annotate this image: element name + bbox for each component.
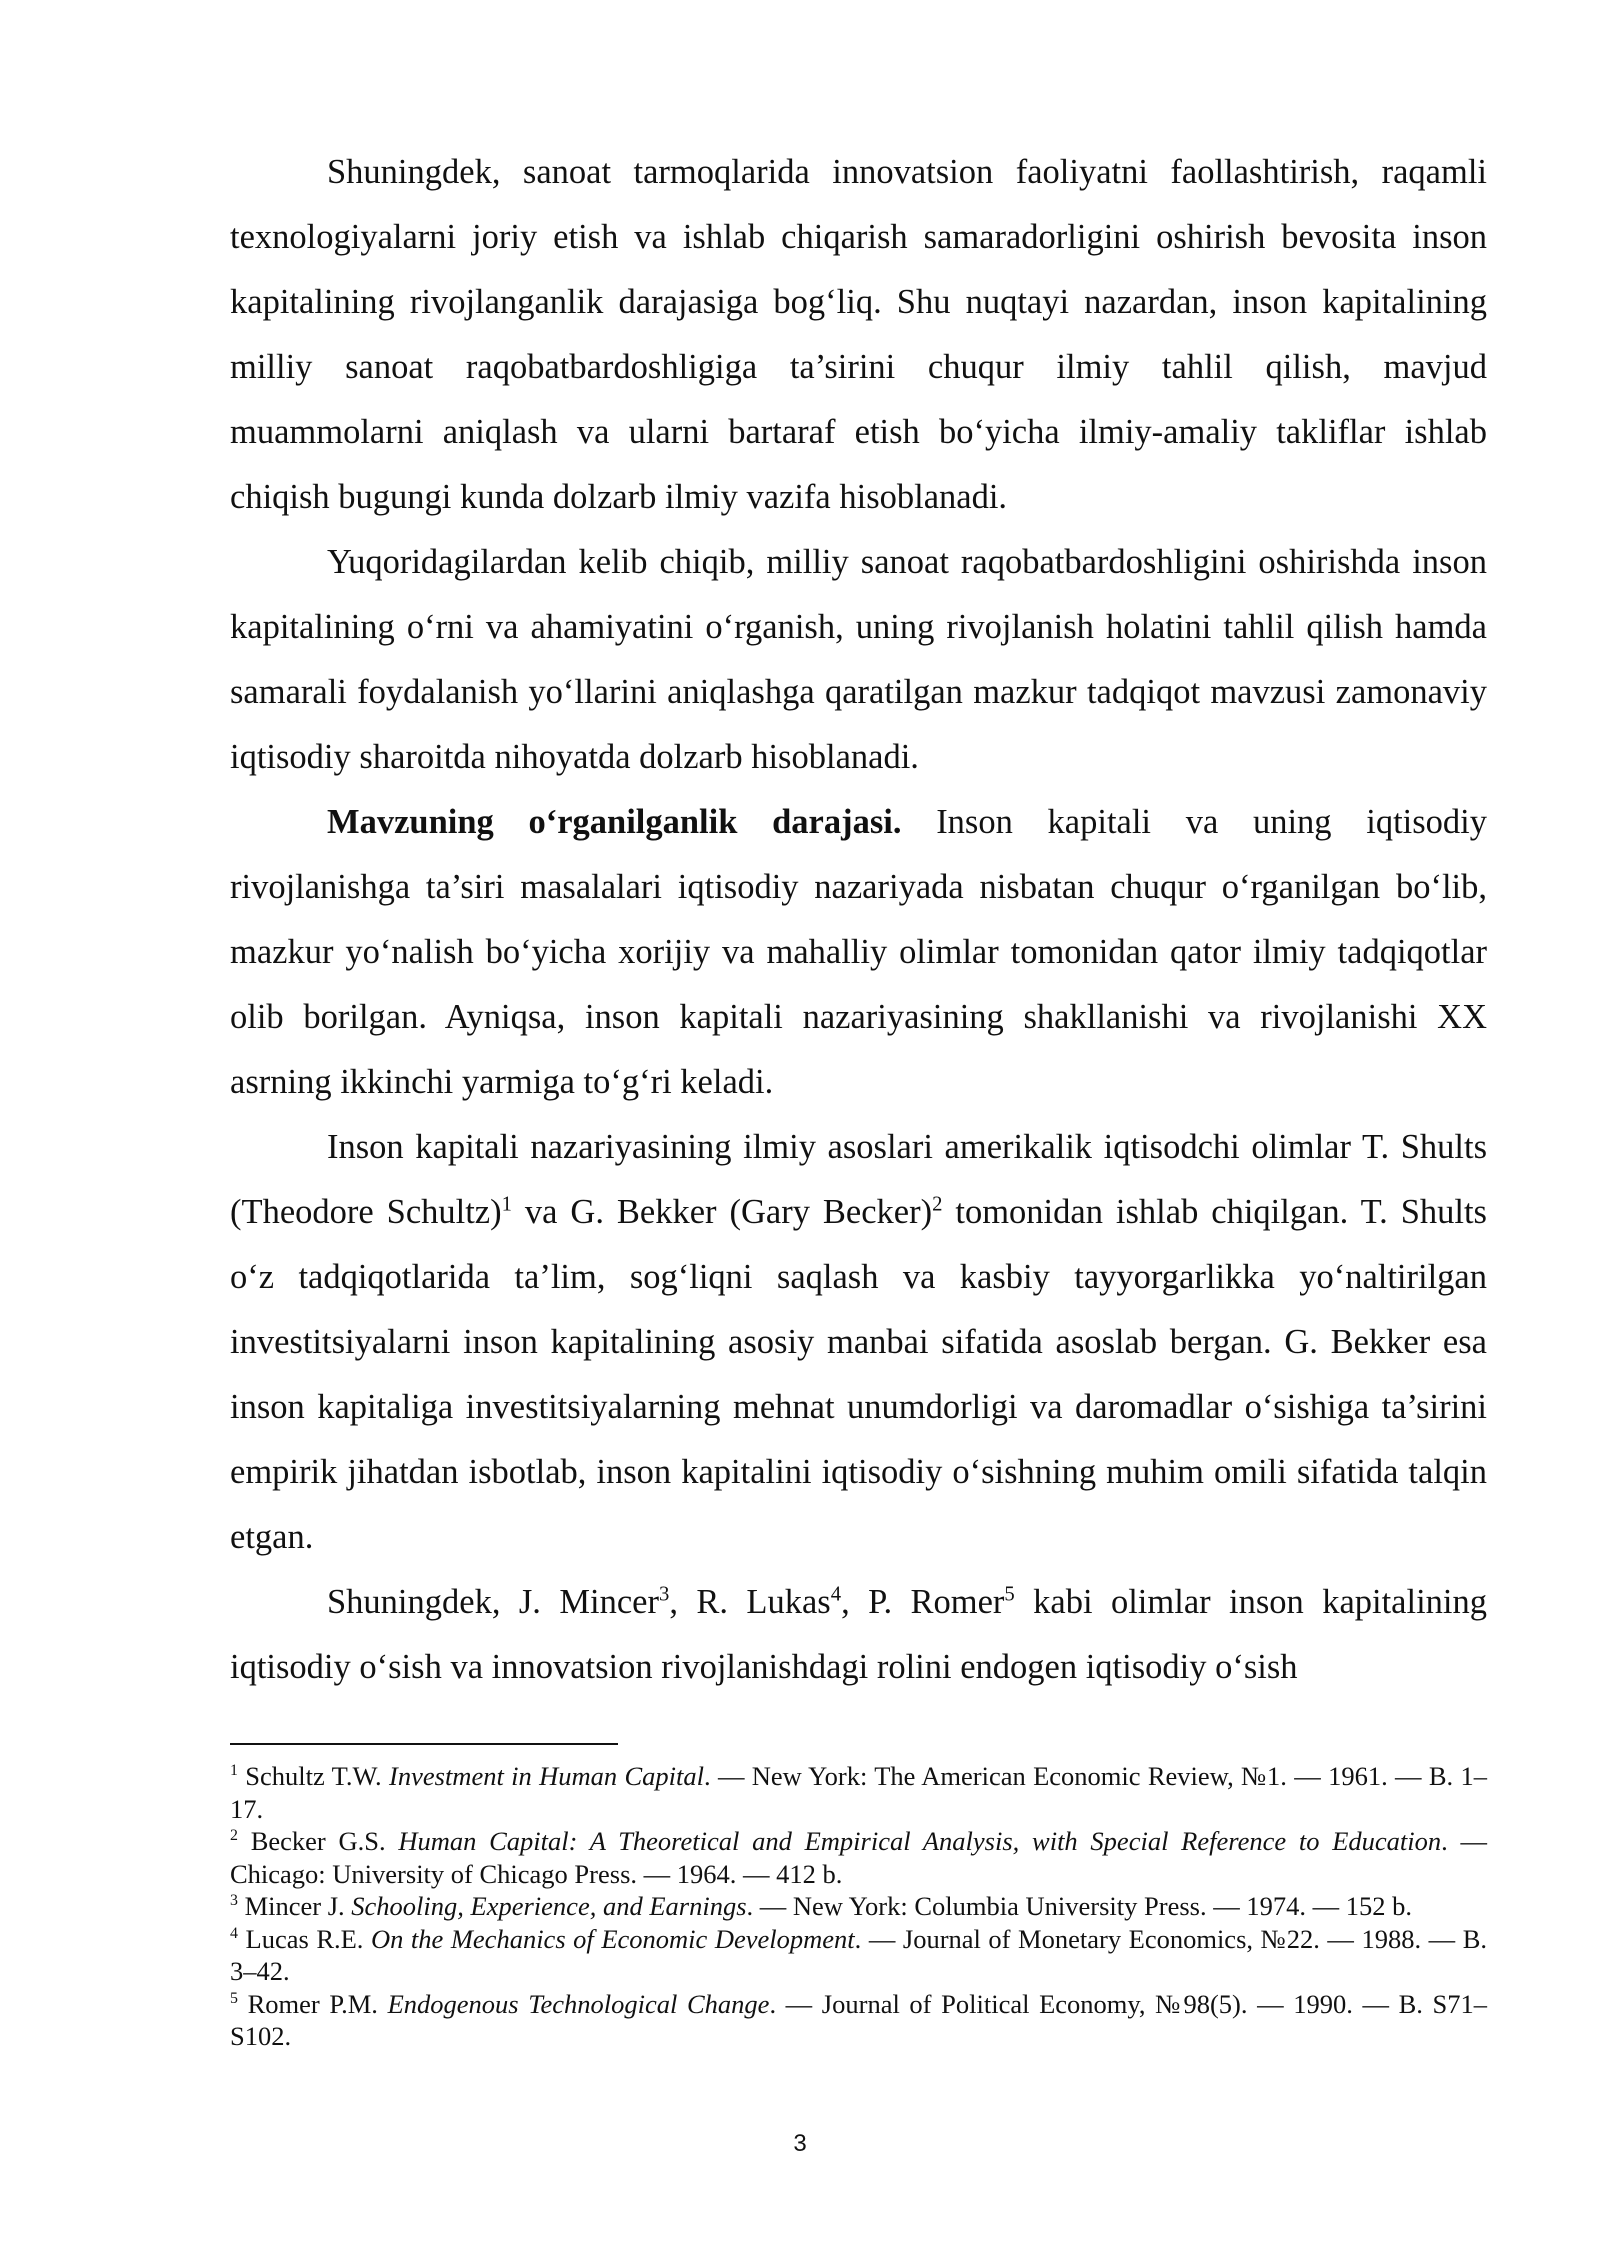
footnote-ref[interactable]: 3 bbox=[658, 1583, 670, 1606]
footnote: $^4$ Lucas R.E. On the Mechanics of Economic Development. — Journal of Monetary Economics, №22. — 1988. — B. 3–42. bbox=[230, 1923, 1487, 1986]
paragraph: Yuqoridagilardan kelib chiqib, milliy sanoat raqobatbardoshligini oshirishda inson kapitalining o‘rni va ahamiyatini o‘rganish, uning rivojlanish holatini tahlil qilish hamda samarali foydalanish yo‘llarini aniqlashga qaratilgan mazkur tadqiqot mavzusi zamonaviy iqtisodiy sharoitda nihoyatda dolzarb hisoblanadi. bbox=[230, 543, 1487, 776]
footnote-ref[interactable]: 5 bbox=[1004, 1583, 1015, 1606]
paragraph: Mavzuning o‘rganilganlik darajasi. Inson kapitali va uning iqtisodiy rivojlanishga ta’siri masalalari iqtisodiy nazariyada nisbatan chuqur o‘rganilgan bo‘lib, mazkur yo‘nalish bo‘yicha xorijiy va mahalliy olimlar tomonidan qator ilmiy tadqiqotlar olib borilgan. Ayniqsa, inson kapitali nazariyasining shakllanishi va rivojlanishi XX asrning ikkinchi yarmiga to‘g‘ri keladi. bbox=[230, 803, 1488, 1101]
page-number: 3 bbox=[793, 2130, 807, 2157]
footnote: $^5$ Romer P.M. Endogenous Technological Change. — Journal of Political Economy, №98(5). — 1990. — B. S71–S102. bbox=[230, 1988, 1487, 2051]
footnote-ref[interactable]: 4 bbox=[830, 1583, 842, 1606]
footnote: $^2$ Becker G.S. Human Capital: A Theoretical and Empirical Analysis, with Special Reference to Education. — Chicago: University of Chicago Press. — 1964. — 412 b. bbox=[230, 1826, 1488, 1889]
footnotes bbox=[230, 1760, 1487, 2053]
footnote-number: 3 bbox=[230, 1892, 238, 1910]
footnote-number: 4 bbox=[230, 1924, 238, 1942]
footnote-title: Endogenous Technological Change bbox=[387, 1988, 770, 2019]
footnote-number: 2 bbox=[230, 1827, 238, 1845]
paragraph: Shuningdek, sanoat tarmoqlarida innovatsion faoliyatni faollashtirish, raqamli texnologiyalarni joriy etish va ishlab chiqarish samaradorligini oshirish bevosita inson kapitalining rivojlanganlik darajasiga bog‘liq. Shu nuqtayi nazardan, inson kapitalining milliy sanoat raqobatbardoshligiga ta’sirini chuqur ilmiy tahlil qilish, mavjud muammolarni aniqlash va ularni bartaraf etish bo‘yicha ilmiy-amaliy takliflar ishlab chiqish bugungi kunda dolzarb ilmiy vazifa hisoblanadi. bbox=[230, 153, 1487, 516]
paragraph: Inson kapitali nazariyasining ilmiy asoslari amerikalik iqtisodchi olimlar T. Shults (Theodore Schultz)$^1$ va G. Bekker (Gary Becker)$^2$ tomonidan ishlab chiqilgan. T. Shults o‘z tadqiqotlarida ta’lim, sog‘liqni saqlash va kasbiy tayyorgarlikka yo‘naltirilgan investitsiyalarni inson kapitalining asosiy manbai sifatida asoslab bergan. G. Bekker esa inson kapitaliga investitsiyalarning mehnat unumdorligi va daromadlar o‘sishiga ta’sirini empirik jihatdan isbotlab, inson kapitalini iqtisodiy o‘sishning muhim omili sifatida talqin etgan. bbox=[230, 1128, 1487, 1556]
footnote: $^3$ Mincer J. Schooling, Experience, and Earnings. — New York: Columbia University Press. — 1974. — 152 b. bbox=[230, 1891, 1412, 1921]
footnote-number: 5 bbox=[230, 1989, 238, 2007]
footnote-ref[interactable]: 2 bbox=[932, 1193, 943, 1216]
body-text bbox=[230, 140, 1487, 1700]
footnote-title: Investment in Human Capital bbox=[389, 1761, 704, 1791]
footnote-ref[interactable]: 1 bbox=[501, 1193, 512, 1216]
footnote-title: On the Mechanics of Economic Development bbox=[370, 1923, 855, 1954]
paragraph: Shuningdek, J. Mincer$^3$, R. Lukas$^4$, P. Romer$^5$ kabi olimlar inson kapitalining iqtisodiy o‘sish va innovatsion rivojlanishdagi rolini endogen iqtisodiy o‘sish bbox=[230, 1583, 1488, 1686]
footnote-title: Schooling, Experience, and Earnings bbox=[351, 1891, 747, 1921]
footnote-number: 1 bbox=[230, 1762, 238, 1780]
footnote-title: Human Capital: A Theoretical and Empirical Analysis, with Special Reference to Education bbox=[398, 1826, 1442, 1856]
footnote-separator bbox=[230, 1743, 618, 1745]
footnote: $^1$ Schultz T.W. Investment in Human Capital. — New York: The American Economic Review, №1. — 1961. — B. 1–17. bbox=[230, 1761, 1488, 1824]
section-heading: Mavzuning o‘rganilganlik darajasi. bbox=[327, 803, 902, 841]
